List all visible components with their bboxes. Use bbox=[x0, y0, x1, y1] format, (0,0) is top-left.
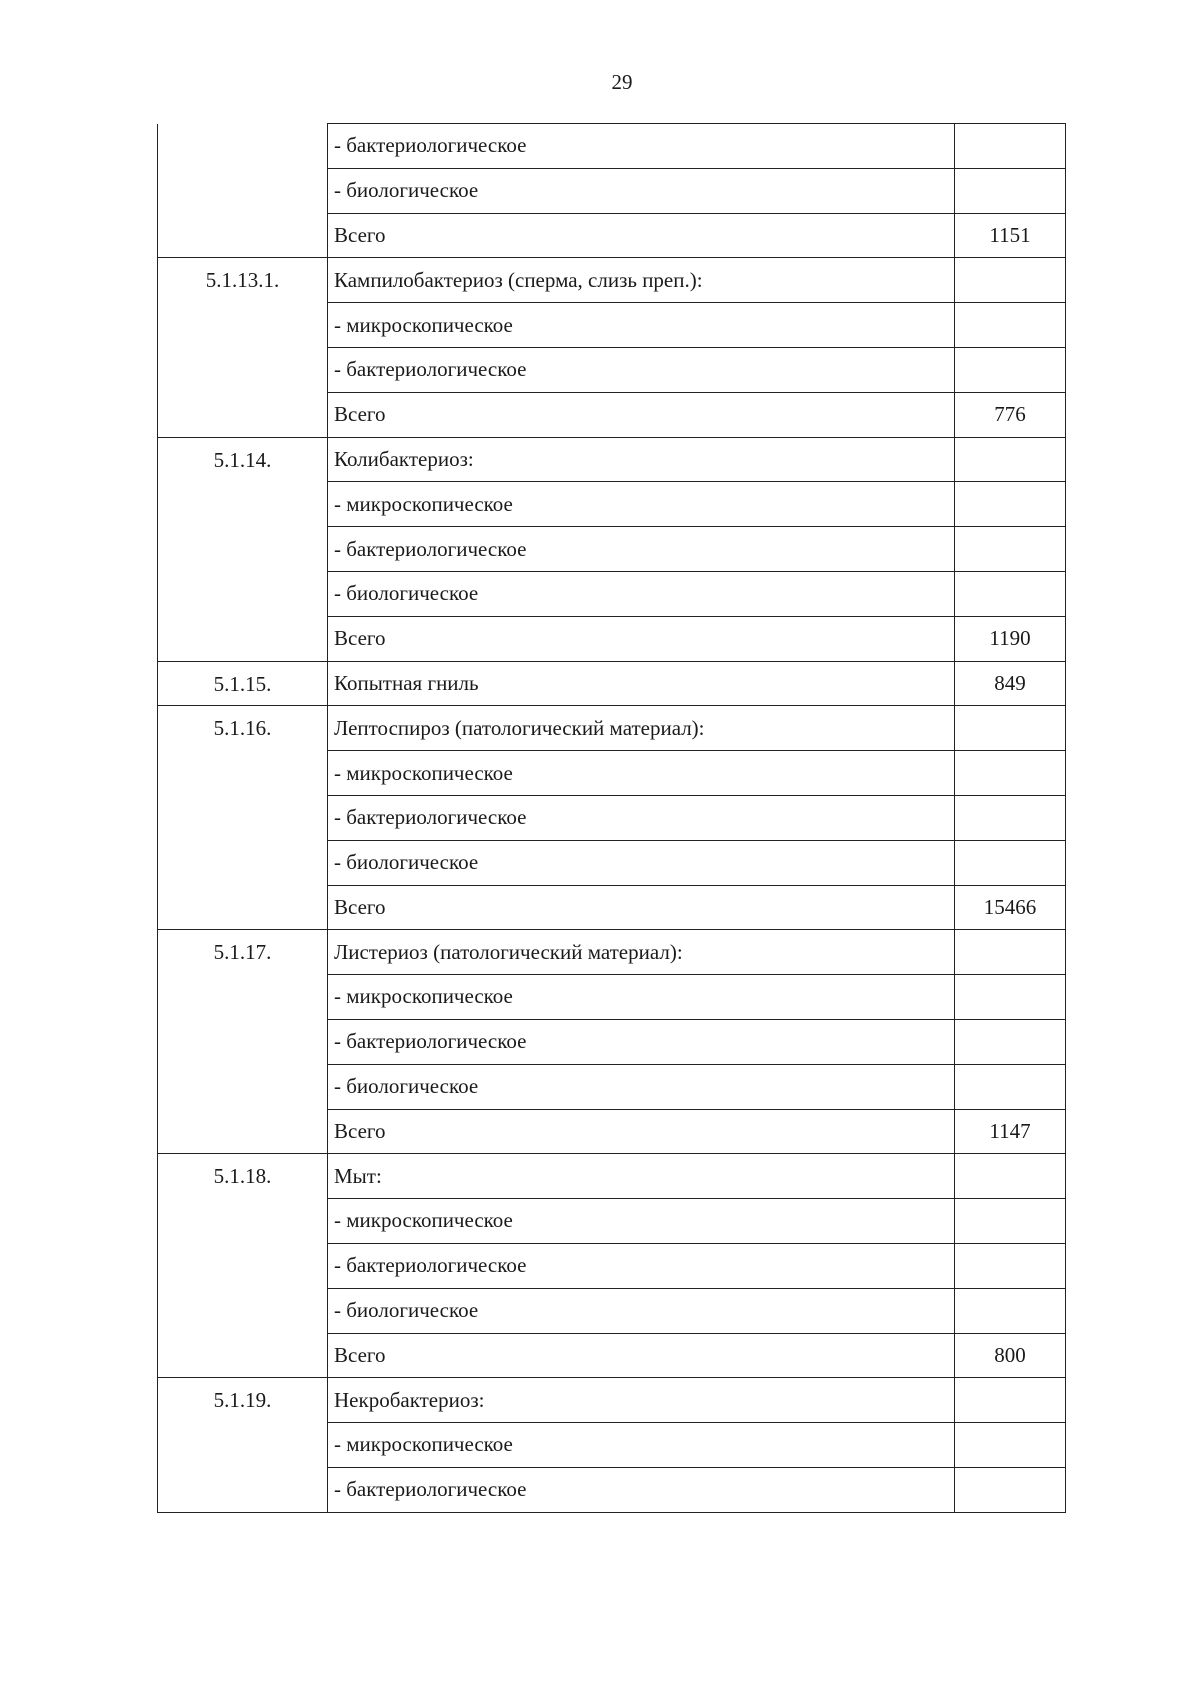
examination-count-cell bbox=[955, 437, 1066, 482]
table-row bbox=[158, 1378, 1066, 1423]
section-code-cell: 5.1.17. bbox=[158, 930, 328, 1154]
examination-name-cell: - бактериологическое bbox=[328, 795, 955, 840]
examination-name-cell: - биологическое bbox=[328, 840, 955, 885]
examination-name-cell: Колибактериоз: bbox=[328, 437, 955, 482]
section-code-cell: 5.1.15. bbox=[158, 661, 328, 706]
table-row bbox=[158, 706, 1066, 751]
examination-name-cell: Копытная гниль bbox=[328, 661, 955, 706]
examination-name-cell: - биологическое bbox=[328, 168, 955, 213]
examination-count-cell bbox=[955, 482, 1066, 527]
examination-name-cell: - микроскопическое bbox=[328, 975, 955, 1020]
examination-count-cell bbox=[955, 258, 1066, 303]
examination-name-cell: - биологическое bbox=[328, 1064, 955, 1109]
examination-count-cell bbox=[955, 1288, 1066, 1333]
section-code-cell: 5.1.18. bbox=[158, 1154, 328, 1378]
examination-count-cell bbox=[955, 1378, 1066, 1423]
section-code-cell: 5.1.14. bbox=[158, 437, 328, 661]
table-row bbox=[158, 1154, 1066, 1199]
examination-name-cell: - бактериологическое bbox=[328, 347, 955, 392]
examination-name-cell: Некробактериоз: bbox=[328, 1378, 955, 1423]
examination-count-cell: 1190 bbox=[955, 616, 1066, 661]
examination-count-cell bbox=[955, 751, 1066, 796]
examination-count-cell bbox=[955, 1154, 1066, 1199]
examination-count-cell: 800 bbox=[955, 1333, 1066, 1378]
examination-name-cell: Мыт: bbox=[328, 1154, 955, 1199]
examination-count-cell bbox=[955, 930, 1066, 975]
table-row bbox=[158, 661, 1066, 706]
section-code-cell: 5.1.13.1. bbox=[158, 258, 328, 437]
table-row bbox=[158, 258, 1066, 303]
examination-count-cell bbox=[955, 795, 1066, 840]
examination-name-cell: Всего bbox=[328, 885, 955, 930]
examination-name-cell: - бактериологическое bbox=[328, 527, 955, 572]
examination-name-cell: - биологическое bbox=[328, 1288, 955, 1333]
examination-name-cell: Всего bbox=[328, 213, 955, 258]
examination-name-cell: - бактериологическое bbox=[328, 1243, 955, 1288]
examination-name-cell: Всего bbox=[328, 1109, 955, 1154]
table-row bbox=[158, 437, 1066, 482]
examination-count-cell bbox=[955, 1423, 1066, 1468]
examination-name-cell: - бактериологическое bbox=[328, 124, 955, 169]
examination-count-cell: 1147 bbox=[955, 1109, 1066, 1154]
examinations-table bbox=[157, 123, 1066, 1513]
examination-name-cell: Всего bbox=[328, 616, 955, 661]
examination-name-cell: Всего bbox=[328, 392, 955, 437]
examination-count-cell bbox=[955, 168, 1066, 213]
examination-count-cell: 849 bbox=[955, 661, 1066, 706]
examination-name-cell: - микроскопическое bbox=[328, 1423, 955, 1468]
table-row bbox=[158, 124, 1066, 169]
examination-count-cell: 1151 bbox=[955, 213, 1066, 258]
section-code-cell bbox=[158, 124, 328, 258]
section-code-cell: 5.1.19. bbox=[158, 1378, 328, 1512]
examination-count-cell bbox=[955, 1064, 1066, 1109]
table-body bbox=[158, 124, 1066, 1513]
examination-count-cell bbox=[955, 1467, 1066, 1512]
examination-count-cell bbox=[955, 706, 1066, 751]
examination-name-cell: - биологическое bbox=[328, 571, 955, 616]
examination-name-cell: - бактериологическое bbox=[328, 1019, 955, 1064]
examination-count-cell bbox=[955, 840, 1066, 885]
examination-count-cell bbox=[955, 347, 1066, 392]
examination-name-cell: Кампилобактериоз (сперма, слизь преп.): bbox=[328, 258, 955, 303]
examination-count-cell bbox=[955, 527, 1066, 572]
examination-name-cell: Всего bbox=[328, 1333, 955, 1378]
examination-name-cell: - бактериологическое bbox=[328, 1467, 955, 1512]
examination-name-cell: - микроскопическое bbox=[328, 303, 955, 348]
examination-name-cell: Лептоспироз (патологический материал): bbox=[328, 706, 955, 751]
examination-count-cell bbox=[955, 571, 1066, 616]
examination-count-cell bbox=[955, 975, 1066, 1020]
examination-name-cell: - микроскопическое bbox=[328, 1199, 955, 1244]
examination-name-cell: - микроскопическое bbox=[328, 751, 955, 796]
examination-name-cell: Листериоз (патологический материал): bbox=[328, 930, 955, 975]
examination-count-cell bbox=[955, 124, 1066, 169]
examination-count-cell bbox=[955, 1199, 1066, 1244]
examination-count-cell bbox=[955, 1019, 1066, 1064]
examination-count-cell: 15466 bbox=[955, 885, 1066, 930]
page-number: 29 bbox=[611, 70, 633, 94]
examination-name-cell: - микроскопическое bbox=[328, 482, 955, 527]
examination-count-cell bbox=[955, 303, 1066, 348]
table-row bbox=[158, 930, 1066, 975]
examination-count-cell: 776 bbox=[955, 392, 1066, 437]
section-code-cell: 5.1.16. bbox=[158, 706, 328, 930]
examination-count-cell bbox=[955, 1243, 1066, 1288]
